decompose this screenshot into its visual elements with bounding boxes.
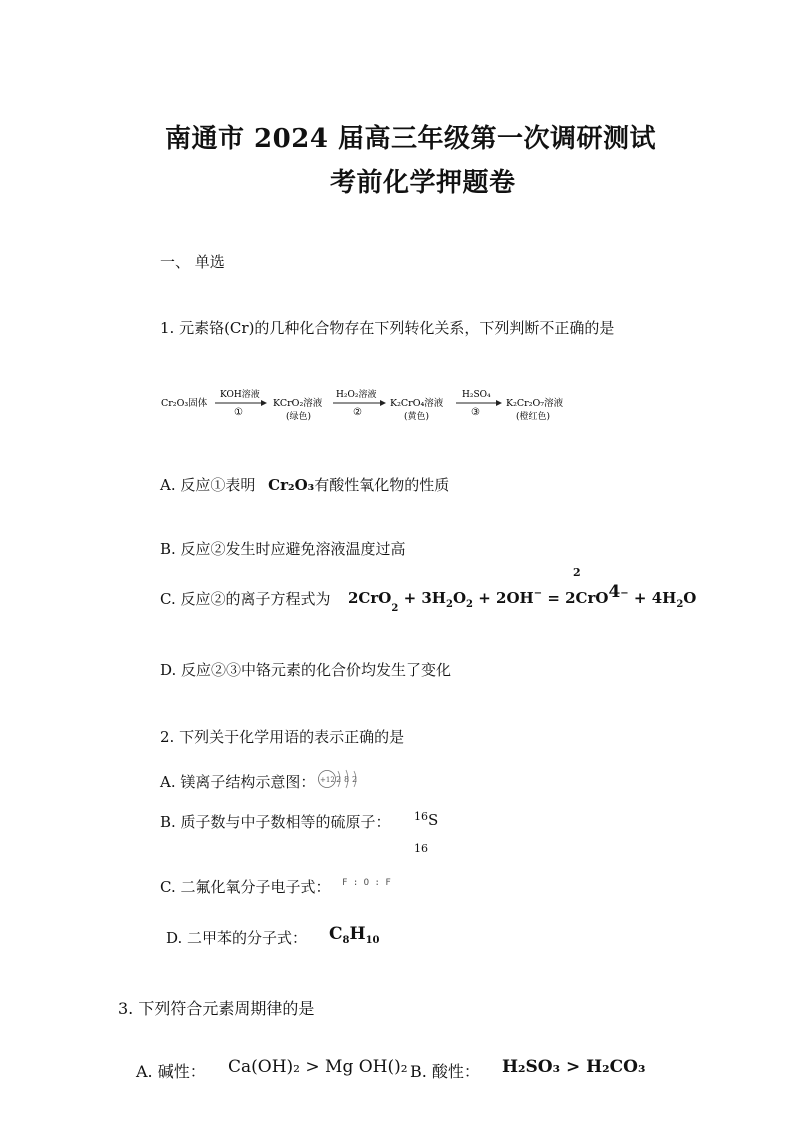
title-line-2: 考前化学押题卷 bbox=[330, 168, 516, 198]
arrow-1-reagent: KOH溶液 bbox=[220, 390, 260, 400]
diagram-product-1-note: (绿色) bbox=[286, 412, 312, 422]
arrow-1-number: ① bbox=[234, 407, 243, 418]
eq-term-oh: + 2OH bbox=[478, 589, 534, 607]
arrow-2-number: ② bbox=[353, 407, 362, 418]
sulfur-mass-number: 16 bbox=[414, 810, 428, 823]
diagram-start: Cr₂O₃固体 bbox=[161, 398, 208, 409]
eq-term-o2: O bbox=[683, 589, 697, 607]
eq-top-2: 2 bbox=[573, 566, 581, 579]
shell-electrons-3: 2 bbox=[352, 775, 358, 784]
q3-option-a-label: A. 碱性： bbox=[136, 1062, 206, 1081]
q3-stem: 3. 下列符合元素周期律的是 bbox=[118, 999, 315, 1018]
arrow-3-number: ③ bbox=[471, 407, 480, 418]
nucleus-charge: +12 bbox=[320, 776, 335, 784]
arrow-2-reagent: H₂O₂溶液 bbox=[336, 390, 377, 400]
diagram-product-1: KCrO₂溶液 bbox=[273, 398, 323, 409]
q2-option-c: C. 二氟化氧分子电子式： bbox=[160, 878, 331, 896]
shell-electrons-2: 8 bbox=[344, 775, 350, 784]
eq-sub-2c: 2 bbox=[466, 599, 473, 610]
arrow-1-head bbox=[261, 400, 267, 406]
eq-sup-minus-2: − bbox=[620, 588, 629, 599]
xylene-formula bbox=[329, 924, 379, 944]
diagram-product-2: K₂CrO₄溶液 bbox=[390, 398, 444, 409]
q1-option-a-prefix: A. 反应①表明 bbox=[160, 476, 256, 494]
diagram-product-3-note: (橙红色) bbox=[516, 412, 551, 422]
q1-conversion-diagram bbox=[158, 382, 578, 426]
formula-c: C bbox=[329, 924, 343, 944]
q1-option-c-equation bbox=[348, 582, 697, 614]
q2-option-a: A. 镁离子结构示意图： bbox=[160, 773, 316, 791]
q1-stem: 1. 元素铬(Cr)的几种化合物存在下列转化关系，下列判断不正确的是 bbox=[160, 319, 615, 337]
arrow-2-head bbox=[380, 400, 386, 406]
eq-term-h2o: + 4H bbox=[633, 589, 677, 607]
mg-ion-structure-diagram bbox=[316, 766, 360, 792]
eq-sub-2d: 2 bbox=[676, 599, 684, 610]
formula-sub-8: 8 bbox=[342, 935, 350, 946]
shell-electrons-1: 2 bbox=[336, 775, 342, 784]
eq-term-o: O bbox=[452, 589, 467, 607]
arrow-3-reagent: H₂SO₄ bbox=[462, 390, 491, 400]
q2-option-b: B. 质子数与中子数相等的硫原子： bbox=[160, 813, 391, 831]
eq-sub-2: 2 bbox=[391, 603, 399, 614]
q3-option-a-expression: Ca(OH)₂ > Mg OH()₂ bbox=[228, 1057, 408, 1077]
formula-h: H bbox=[349, 924, 366, 944]
sulfur-symbol: S bbox=[428, 811, 439, 829]
q1-option-d: D. 反应②③中铬元素的化合价均发生了变化 bbox=[160, 661, 452, 679]
q2-option-d: D. 二甲苯的分子式： bbox=[166, 929, 308, 947]
title-line-1: 南通市 2024 届高三年级第一次调研测试 bbox=[165, 124, 656, 154]
q3-option-b-expression: H₂SO₃ > H₂CO₃ bbox=[502, 1057, 646, 1077]
eq-sup-minus: − bbox=[533, 588, 543, 599]
q1-option-c-prefix: C. 反应②的离子方程式为 bbox=[160, 590, 331, 608]
eq-term-cro4: = 2CrO bbox=[547, 589, 609, 607]
of2-electron-formula: F : O : F bbox=[342, 878, 391, 888]
q1-option-b: B. 反应②发生时应避免溶液温度过高 bbox=[160, 540, 406, 558]
q1-option-a-formula: Cr₂O₃ bbox=[268, 476, 315, 494]
diagram-product-3: K₂Cr₂O₇溶液 bbox=[506, 398, 564, 409]
formula-sub-10: 10 bbox=[365, 935, 380, 946]
q3-option-b-label: B. 酸性： bbox=[410, 1062, 480, 1081]
section-label: 一、 单选 bbox=[160, 253, 225, 271]
eq-term-h2o2: + 3H bbox=[403, 589, 446, 607]
q1-option-a bbox=[160, 474, 449, 495]
eq-term-cro: 2CrO bbox=[348, 589, 392, 607]
diagram-product-2-note: (黄色) bbox=[404, 412, 430, 422]
q2-stem: 2. 下列关于化学用语的表示正确的是 bbox=[160, 728, 405, 746]
eq-sub-2b: 2 bbox=[445, 599, 453, 610]
arrow-3-head bbox=[496, 400, 502, 406]
q1-option-a-suffix: 有酸性氧化物的性质 bbox=[314, 476, 450, 494]
eq-sup-4: 4 bbox=[608, 582, 621, 602]
sulfur-atomic-number: 16 bbox=[414, 842, 428, 855]
